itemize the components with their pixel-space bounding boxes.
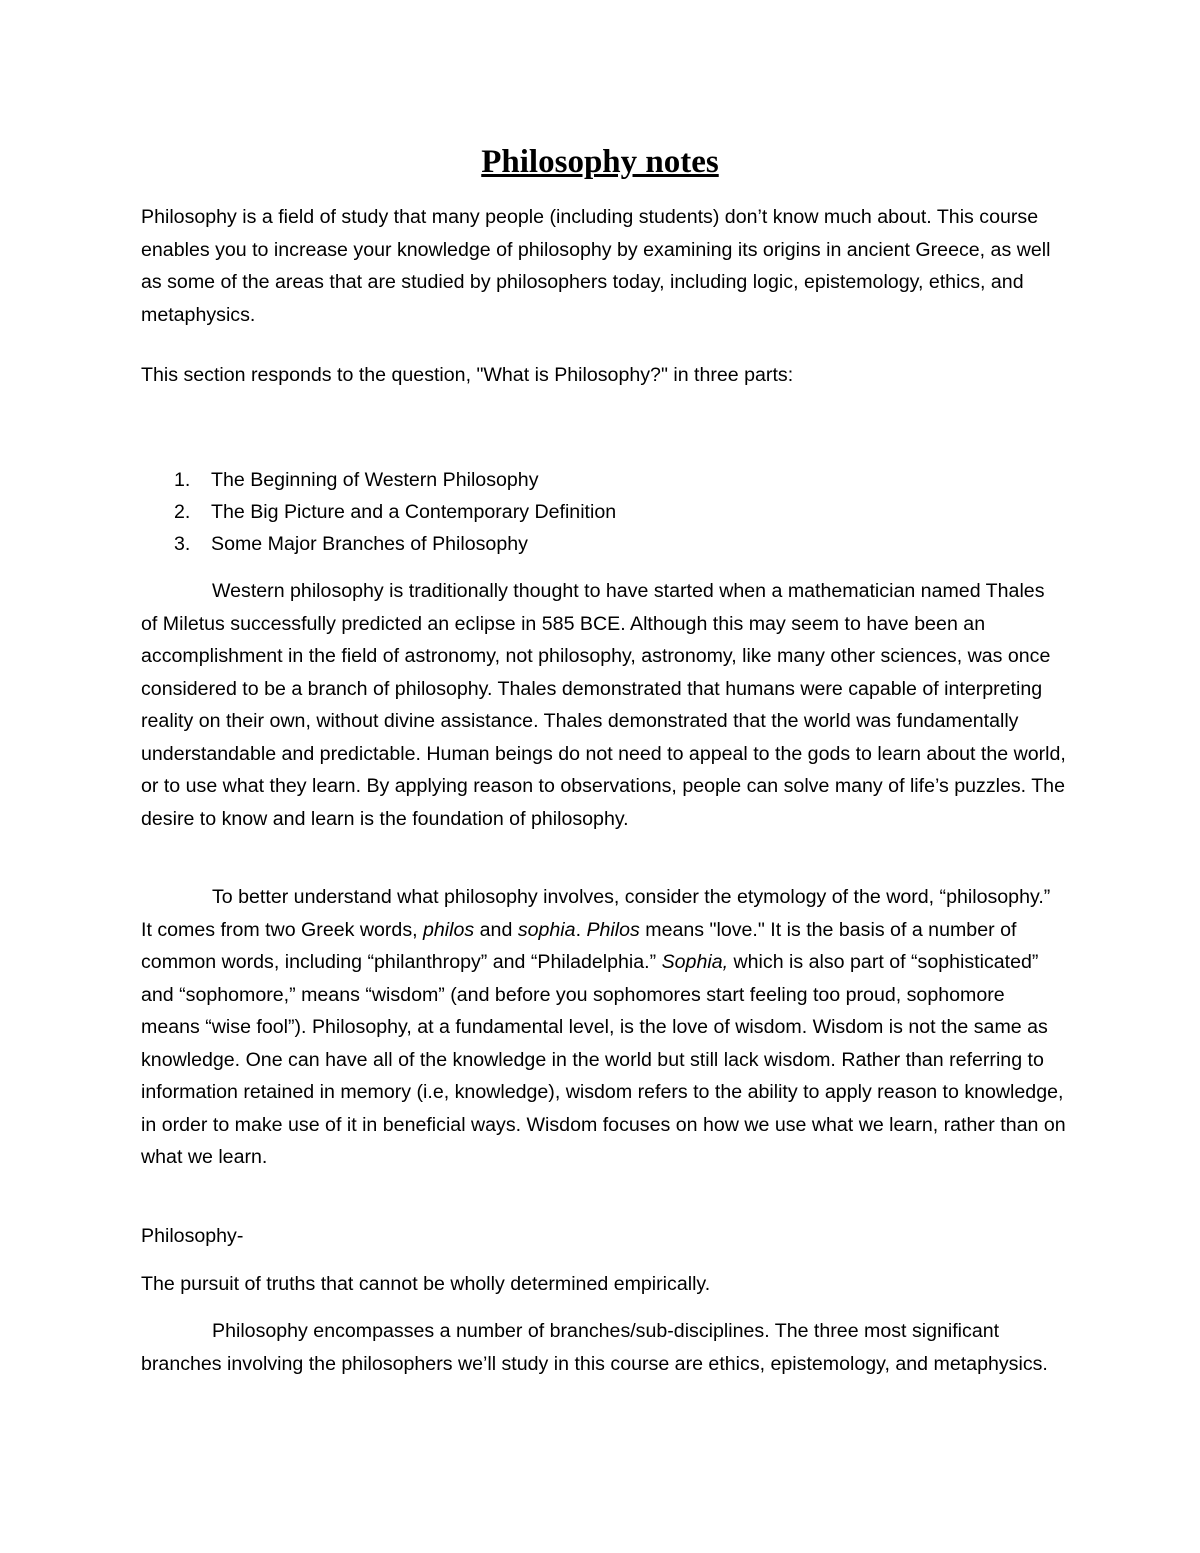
list-item-text: The Big Picture and a Contemporary Definition <box>211 501 617 523</box>
list-number: 1. <box>174 469 191 491</box>
philos-term-2: Philos <box>586 918 640 941</box>
list-number: 2. <box>174 501 191 523</box>
list-item <box>141 528 616 560</box>
page-title: Philosophy notes <box>481 144 719 180</box>
sophia-term: sophia <box>517 918 576 941</box>
definition-term: Philosophy- <box>141 1225 244 1247</box>
list-item-text: Some Major Branches of Philosophy <box>211 533 528 555</box>
list-item <box>141 496 616 528</box>
list-item <box>141 464 616 496</box>
etymology-text-1: To better understand what philosophy involves, consider the etymology of the word, “philosophy.” It comes from two Greek words, <box>141 886 1051 941</box>
etymology-text-5: which is also part of “sophisticated” and “sophomore,” means “wisdom” (and before you sophomores start feeling too proud, sophomore means “wise fool”). Philosophy, at a fundamental level, is the love of wisdom. Wisdom is not the same as knowledge. One can have all of the knowledge in the world but still lack wisdom. Rather than referring to information retained in memory (i.e, knowledge), wisdom refers to the ability to apply reason to knowledge, in order to make use of it in beneficial ways. Wisdom focuses on how we use what we learn, rather than on what we learn. <box>141 951 1066 1168</box>
thales-paragraph: Western philosophy is traditionally thought to have started when a mathematician named Thales of Miletus successfully predicted an eclipse in 585 BCE. Although this may seem to have been an accomplishment in the field of astronomy, not philosophy, astronomy, like many other sciences, was once considered to be a branch of philosophy. Thales demonstrated that humans were capable of interpreting reality on their own, without divine assistance. Thales demonstrated that the world was fundamentally understandable and predictable. Human beings do not need to appeal to the gods to learn about the world, or to use what they learn. By applying reason to observations, people can solve many of life’s puzzles. The desire to know and learn is the foundation of philosophy. <box>141 580 1066 830</box>
parts-list <box>141 464 616 560</box>
branches-paragraph: Philosophy encompasses a number of branches/sub-disciplines. The three most significant branches involving the philosophers we’ll study in this course are ethics, epistemology, and metaphysics. <box>141 1320 1048 1375</box>
etymology-text-4: means "love." It is the basis of a number of common words, including “philanthropy” and “Philadelphia.” <box>141 918 1017 973</box>
etymology-text-2: and <box>474 918 518 941</box>
philos-term: philos <box>423 918 475 941</box>
definition-text: The pursuit of truths that cannot be wholly determined empirically. <box>141 1273 711 1295</box>
list-number: 3. <box>174 533 191 555</box>
section-intro: This section responds to the question, "What is Philosophy?" in three parts: <box>141 364 794 386</box>
intro-paragraph: Philosophy is a field of study that many people (including students) don’t know much about. This course enables you to increase your knowledge of philosophy by examining its origins in ancient Greece, as well as some of the areas that are studied by philosophers today, including logic, epistemology, ethics, and metaphysics. <box>141 206 1051 326</box>
list-item-text: The Beginning of Western Philosophy <box>211 469 539 491</box>
sophia-term-2: Sophia, <box>661 951 729 973</box>
etymology-paragraph <box>141 881 1066 1174</box>
etymology-text-3: . <box>575 918 587 941</box>
